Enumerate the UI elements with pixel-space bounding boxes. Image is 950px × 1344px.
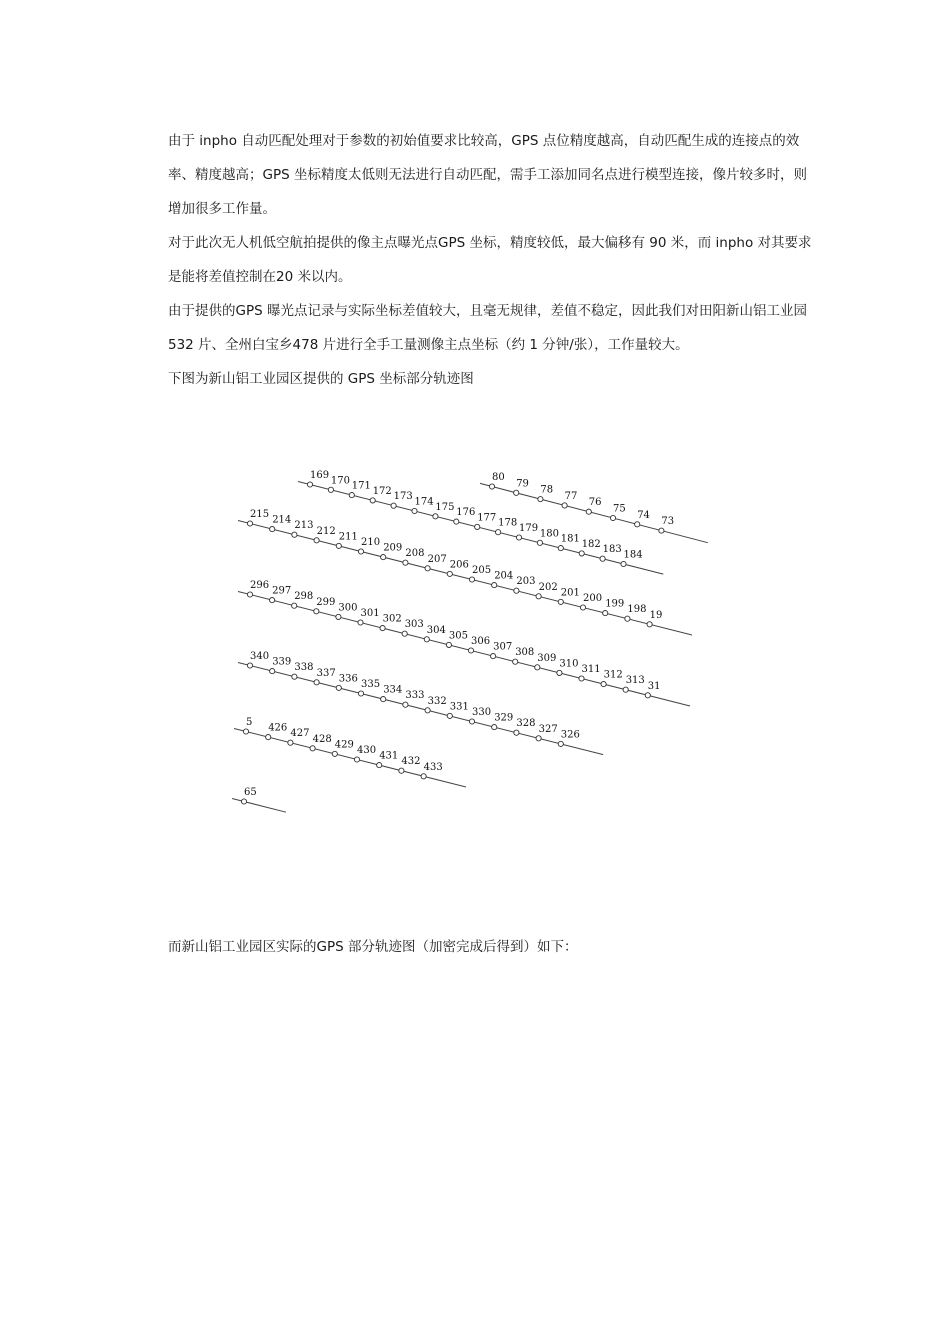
point-number-label: 307 bbox=[493, 641, 513, 653]
exposure-point bbox=[288, 740, 293, 745]
point-number-label: 78 bbox=[540, 484, 554, 496]
exposure-point bbox=[349, 493, 354, 498]
exposure-point bbox=[645, 693, 650, 698]
exposure-point bbox=[358, 549, 363, 554]
point-number-label: 305 bbox=[448, 630, 468, 642]
exposure-point bbox=[469, 577, 474, 582]
point-number-label: 177 bbox=[477, 512, 497, 524]
exposure-point bbox=[603, 611, 608, 616]
point-number-label: 206 bbox=[449, 559, 469, 571]
point-number-label: 432 bbox=[401, 756, 421, 768]
point-number-label: 172 bbox=[372, 485, 392, 497]
point-number-label: 202 bbox=[538, 581, 558, 593]
exposure-point bbox=[310, 746, 315, 751]
exposure-point bbox=[381, 697, 386, 702]
exposure-point bbox=[314, 680, 319, 685]
exposure-point bbox=[535, 665, 540, 670]
exposure-point bbox=[492, 583, 497, 588]
point-number-label: 5 bbox=[246, 717, 253, 728]
point-number-label: 210 bbox=[361, 537, 381, 548]
exposure-point bbox=[358, 620, 363, 625]
exposure-point bbox=[623, 687, 628, 692]
point-number-label: 212 bbox=[316, 525, 336, 537]
exposure-point bbox=[514, 730, 519, 735]
exposure-point bbox=[579, 676, 584, 681]
exposure-point bbox=[403, 560, 408, 565]
exposure-point bbox=[328, 487, 333, 492]
paragraph-actual-gps-intro: 而新山铝工业园区实际的GPS 部分轨迹图（加密完成后得到）如下： bbox=[168, 939, 578, 955]
point-number-label: 174 bbox=[414, 496, 434, 508]
exposure-point bbox=[243, 729, 248, 734]
track-line bbox=[232, 798, 286, 812]
exposure-point bbox=[537, 540, 542, 545]
exposure-point bbox=[270, 598, 275, 603]
figure-caption-provided-gps: 下图为新山铝工业园区提供的 GPS 坐标部分轨迹图 bbox=[168, 371, 474, 387]
gps-track-figure bbox=[244, 470, 675, 798]
exposure-point bbox=[314, 609, 319, 614]
point-number-label: 433 bbox=[423, 761, 443, 773]
exposure-point bbox=[336, 543, 341, 548]
exposure-point bbox=[381, 555, 386, 560]
point-number-label: 180 bbox=[539, 528, 559, 540]
exposure-point bbox=[336, 614, 341, 619]
exposure-point bbox=[625, 616, 630, 621]
exposure-point bbox=[425, 566, 430, 571]
point-number-label: 31 bbox=[647, 680, 661, 692]
exposure-point bbox=[635, 522, 640, 527]
point-number-label: 311 bbox=[581, 664, 601, 675]
point-number-label: 207 bbox=[427, 553, 447, 565]
exposure-point bbox=[247, 663, 252, 668]
exposure-point bbox=[610, 515, 615, 520]
exposure-point bbox=[446, 642, 451, 647]
point-number-label: 301 bbox=[360, 608, 380, 619]
exposure-point bbox=[424, 637, 429, 642]
point-number-label: 310 bbox=[559, 658, 579, 670]
point-number-label: 175 bbox=[435, 501, 455, 513]
exposure-point bbox=[621, 561, 626, 566]
point-number-label: 183 bbox=[602, 544, 622, 556]
point-number-label: 427 bbox=[290, 728, 310, 740]
point-number-label: 312 bbox=[603, 669, 623, 681]
point-number-label: 203 bbox=[516, 576, 536, 588]
point-number-label: 205 bbox=[472, 565, 492, 576]
exposure-point bbox=[562, 503, 567, 508]
point-number-label: 337 bbox=[316, 667, 336, 679]
point-number-label: 77 bbox=[564, 490, 578, 502]
point-number-label: 334 bbox=[383, 684, 403, 696]
exposure-point bbox=[433, 514, 438, 519]
point-number-label: 328 bbox=[516, 718, 536, 730]
exposure-point bbox=[332, 751, 337, 756]
exposure-point bbox=[380, 626, 385, 631]
point-number-label: 327 bbox=[538, 723, 558, 735]
exposure-point bbox=[241, 799, 246, 804]
exposure-point bbox=[536, 736, 541, 741]
point-number-label: 198 bbox=[627, 604, 647, 616]
exposure-point bbox=[475, 524, 480, 529]
point-number-label: 329 bbox=[494, 712, 514, 724]
point-number-label: 300 bbox=[338, 602, 358, 614]
point-number-label: 182 bbox=[581, 538, 601, 550]
point-number-label: 340 bbox=[250, 651, 270, 662]
exposure-point bbox=[579, 551, 584, 556]
point-number-label: 336 bbox=[338, 673, 358, 685]
exposure-point bbox=[647, 622, 652, 627]
point-number-label: 75 bbox=[613, 503, 626, 515]
point-number-label: 76 bbox=[588, 497, 602, 509]
point-number-label: 338 bbox=[294, 662, 314, 674]
exposure-point bbox=[489, 484, 494, 489]
exposure-point bbox=[491, 654, 496, 659]
exposure-point bbox=[358, 691, 363, 696]
point-number-label: 208 bbox=[405, 548, 425, 560]
exposure-point bbox=[492, 725, 497, 730]
exposure-point bbox=[412, 508, 417, 513]
point-number-label: 199 bbox=[605, 598, 625, 610]
exposure-point bbox=[454, 519, 459, 524]
exposure-point bbox=[600, 556, 605, 561]
point-number-label: 209 bbox=[383, 542, 403, 554]
exposure-point bbox=[292, 532, 297, 537]
point-number-label: 429 bbox=[334, 739, 354, 751]
point-number-label: 214 bbox=[272, 514, 292, 526]
exposure-point bbox=[580, 605, 585, 610]
exposure-point bbox=[586, 509, 591, 514]
point-number-label: 80 bbox=[492, 472, 505, 483]
point-number-label: 215 bbox=[250, 509, 270, 520]
point-number-label: 176 bbox=[456, 507, 476, 519]
point-number-label: 326 bbox=[560, 729, 580, 741]
exposure-point bbox=[536, 594, 541, 599]
point-number-label: 335 bbox=[361, 679, 381, 690]
paragraph-inpho-accuracy: 由于 inpho 自动匹配处理对于参数的初始值要求比较高，GPS 点位精度越高，自动匹配生成的连接点的效率、精度越高；GPS 坐标精度太低则无法进行自动匹配，需手工添加同名点进行模型连接，像片较多时，则增加很多工作量。 bbox=[168, 133, 807, 217]
point-number-label: 65 bbox=[244, 787, 257, 798]
point-number-label: 298 bbox=[294, 591, 314, 603]
exposure-point bbox=[516, 535, 521, 540]
point-number-label: 19 bbox=[649, 609, 663, 621]
point-number-label: 309 bbox=[537, 652, 557, 664]
gps-track-image bbox=[244, 470, 675, 798]
exposure-point bbox=[538, 497, 543, 502]
exposure-point bbox=[292, 603, 297, 608]
exposure-point bbox=[447, 713, 452, 718]
point-number-label: 331 bbox=[449, 701, 469, 713]
exposure-point bbox=[447, 571, 452, 576]
point-number-label: 302 bbox=[382, 613, 402, 625]
exposure-point bbox=[558, 741, 563, 746]
point-number-label: 184 bbox=[623, 549, 643, 561]
exposure-point bbox=[354, 757, 359, 762]
exposure-point bbox=[558, 599, 563, 604]
point-number-label: 431 bbox=[379, 750, 399, 762]
exposure-point bbox=[391, 503, 396, 508]
point-number-label: 213 bbox=[294, 520, 314, 532]
point-number-label: 428 bbox=[312, 733, 332, 745]
point-number-label: 303 bbox=[404, 619, 424, 631]
point-number-label: 181 bbox=[560, 533, 580, 545]
exposure-point bbox=[469, 719, 474, 724]
exposure-point bbox=[370, 498, 375, 503]
exposure-point bbox=[558, 546, 563, 551]
exposure-point bbox=[514, 588, 519, 593]
point-number-label: 204 bbox=[494, 570, 514, 582]
exposure-point bbox=[292, 674, 297, 679]
exposure-point bbox=[514, 490, 519, 495]
exposure-point bbox=[377, 763, 382, 768]
exposure-point bbox=[307, 482, 312, 487]
exposure-point bbox=[659, 528, 664, 533]
point-number-label: 299 bbox=[316, 596, 336, 608]
exposure-point bbox=[425, 708, 430, 713]
point-number-label: 330 bbox=[472, 707, 492, 718]
exposure-point bbox=[270, 527, 275, 532]
exposure-point bbox=[557, 670, 562, 675]
exposure-point bbox=[601, 682, 606, 687]
exposure-point bbox=[421, 774, 426, 779]
point-number-label: 339 bbox=[272, 656, 292, 668]
exposure-point bbox=[402, 631, 407, 636]
exposure-point bbox=[399, 768, 404, 773]
paragraph-manual-measurement: 由于提供的GPS 曝光点记录与实际坐标差值较大，且毫无规律，差值不稳定，因此我们对田阳新山铝工业园532 片、全州白宝乡478 片进行全手工量测像主点坐标（约 1 分钟/张），工作量较大。 bbox=[168, 303, 807, 353]
point-number-label: 304 bbox=[426, 624, 446, 636]
point-number-label: 179 bbox=[519, 523, 539, 534]
exposure-point bbox=[403, 702, 408, 707]
point-number-label: 308 bbox=[515, 647, 535, 659]
point-number-label: 173 bbox=[393, 491, 413, 503]
point-number-label: 333 bbox=[405, 690, 425, 702]
paragraph-gps-offset: 对于此次无人机低空航拍提供的像主点曝光点GPS 坐标，精度较低，最大偏移有 90 米，而 inpho 对其要求是能将差值控制在20 米以内。 bbox=[168, 235, 812, 285]
exposure-point bbox=[513, 659, 518, 664]
point-number-label: 170 bbox=[330, 475, 350, 487]
point-number-label: 430 bbox=[357, 745, 377, 756]
exposure-point bbox=[496, 530, 501, 535]
point-number-label: 169 bbox=[310, 470, 330, 481]
exposure-point bbox=[247, 592, 252, 597]
exposure-point bbox=[314, 538, 319, 543]
point-number-label: 201 bbox=[560, 587, 580, 599]
exposure-point bbox=[270, 669, 275, 674]
point-number-label: 73 bbox=[661, 516, 675, 528]
point-number-label: 74 bbox=[637, 509, 650, 521]
point-number-label: 297 bbox=[272, 585, 292, 597]
exposure-point bbox=[247, 521, 252, 526]
point-number-label: 171 bbox=[351, 480, 371, 492]
point-number-label: 79 bbox=[516, 478, 529, 490]
point-number-label: 306 bbox=[471, 636, 491, 647]
exposure-point bbox=[266, 735, 271, 740]
point-number-label: 313 bbox=[625, 675, 645, 687]
exposure-point bbox=[468, 648, 473, 653]
point-number-label: 211 bbox=[338, 531, 358, 543]
point-number-label: 296 bbox=[250, 580, 270, 591]
exposure-point bbox=[336, 685, 341, 690]
point-number-label: 178 bbox=[498, 517, 518, 529]
point-number-label: 332 bbox=[427, 695, 447, 707]
point-number-label: 200 bbox=[583, 593, 603, 604]
point-number-label: 426 bbox=[268, 722, 288, 734]
